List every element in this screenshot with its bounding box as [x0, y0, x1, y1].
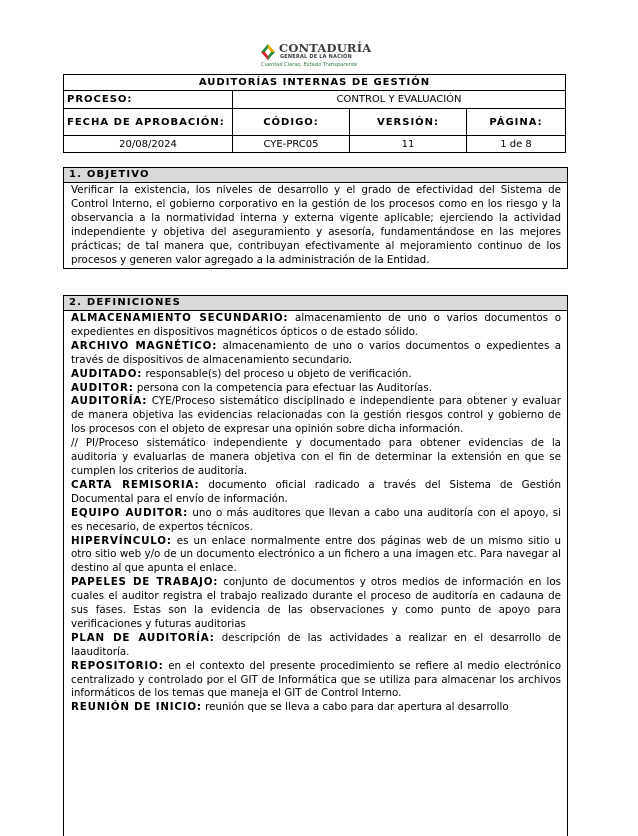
definition-item	[71, 701, 561, 715]
definition-text: documento oficial radicado a través del Sistema de Gestión Documental para el envío de información.	[71, 478, 561, 505]
fecha-aprobacion-value: 20/08/2024	[64, 136, 233, 153]
definition-text: almacenamiento de uno o varios documentos o expedientes a través de dispositivos de almacenamiento secundario.	[71, 339, 561, 366]
definition-term: AUDITOR:	[71, 381, 134, 394]
definition-term: REUNIÓN DE INICIO:	[71, 701, 202, 714]
proceso-label: PROCESO:	[64, 91, 233, 109]
definition-term: REPOSITORIO:	[71, 659, 164, 672]
definition-item	[71, 437, 561, 479]
definition-text: responsable(s) del proceso u objeto de verificación.	[142, 367, 412, 380]
definition-text: uno o más auditores que llevan a cabo una auditoría con el apoyo, si es necesario, de expertos técnicos.	[71, 506, 561, 533]
document-title: AUDITORÍAS INTERNAS DE GESTIÓN	[64, 75, 566, 91]
definition-term: AUDITADO:	[71, 367, 143, 380]
definition-item	[71, 395, 561, 437]
fecha-aprobacion-label: FECHA DE APROBACIÓN:	[64, 109, 233, 136]
objetivo-heading: 1. OBJETIVO	[64, 168, 567, 183]
definition-item	[71, 507, 561, 535]
definition-item	[71, 312, 561, 340]
definiciones-section	[63, 295, 568, 836]
logo-leaf-icon	[259, 43, 277, 61]
definition-item	[71, 368, 561, 382]
pagina-label: PÁGINA:	[467, 109, 566, 136]
version-label: VERSIÓN:	[350, 109, 467, 136]
contaduria-logo	[259, 41, 372, 71]
version-value: 11	[350, 136, 467, 153]
definition-term: PLAN DE AUDITORÍA:	[71, 631, 215, 644]
definiciones-heading: 2. DEFINICIONES	[64, 296, 567, 311]
definition-text: es un enlace normalmente entre dos páginas web de un mismo sitio u otro sitio web y/o de un documento electrónico a un fichero a una imagen etc. Para navegar al destino al que apunta el enlace.	[71, 534, 561, 575]
definition-item	[71, 576, 561, 632]
definition-text: conjunto de documentos y otros medios de información en los cuales el auditor registra el trabajo realizado durante el proceso de auditoría en cadauna de sus fases. Estas son la evidencia de las observaciones y como punto de apoyo para verificaciones y futuras auditorias	[71, 576, 561, 630]
definition-item	[71, 382, 561, 396]
definition-term: EQUIPO AUDITOR:	[71, 506, 189, 519]
definition-item	[71, 660, 561, 702]
definition-term: ALMACENAMIENTO SECUNDARIO:	[71, 312, 289, 324]
definition-item	[71, 340, 561, 368]
proceso-value: CONTROL Y EVALUACIÓN	[233, 91, 566, 109]
definition-term: CARTA REMISORIA:	[71, 478, 200, 491]
document-header-table	[63, 74, 566, 153]
definition-text: reunión que se lleva a cabo para dar apertura al desarrollo	[201, 701, 509, 714]
definition-item	[71, 535, 561, 577]
definition-text: en el contexto del presente procedimiento se refiere al medio electrónico centralizado y controlado por el GIT de Informática que se utiliza para almacenar los archivos informáticos de los temas que maneja el GIT de Control Interno.	[71, 659, 561, 700]
definition-text: // PI/Proceso sistemático independiente y documentado para obtener evidencias de la auditoria y evaluarlas de manera objetiva con el fin de determinar la extensión en que se cumplen los criterios de auditoría.	[71, 437, 561, 477]
logo-slogan: Cuentas Claras, Estado Transparente	[261, 62, 358, 68]
logo-name: CONTADURÍA	[279, 41, 372, 55]
definition-term: AUDITORÍA:	[71, 395, 148, 408]
definition-item	[71, 632, 561, 660]
definition-term: PAPELES DE TRABAJO:	[71, 576, 219, 589]
definition-item	[71, 479, 561, 507]
pagina-value: 1 de 8	[467, 136, 566, 153]
codigo-value: CYE-PRC05	[233, 136, 350, 153]
objetivo-text: Verificar la existencia, los niveles de desarrollo y el grado de efectividad del Sistema de Control Interno, el gobierno corporativo en la gestión de los procesos como en los riesgo y la observancia a la normatividad interna y externa vigente aplicable; ejerciendo la actividad independiente y objetiva del aseguramiento y asesoría, fundamentándose en las mejores prácticas; de tal manera que, contribuyan efectivamente al mejoramiento continuo de los procesos y generen valor agregado a la administración de la Entidad.	[71, 184, 561, 266]
objetivo-section	[63, 167, 568, 269]
logo-subtitle: GENERAL DE LA NACIÓN	[280, 54, 352, 60]
definition-text: almacenamiento de uno o varios documentos o expedientes en dispositivos magnéticos ópticos o de estado sólido.	[71, 312, 561, 338]
codigo-label: CÓDIGO:	[233, 109, 350, 136]
definition-term: HIPERVÍNCULO:	[71, 534, 172, 547]
definiciones-list	[64, 311, 567, 716]
definition-text: descripción de las actividades a realizar en el desarrollo de laauditoría.	[71, 631, 561, 658]
definition-text: persona con la competencia para efectuar las Auditorías.	[133, 381, 432, 394]
definition-term: ARCHIVO MAGNÉTICO:	[71, 339, 218, 352]
definition-text: CYE/Proceso sistemático disciplinado e independiente para obtener y evaluar de manera objetiva las evidencias relacionadas con la gestión riesgos control y gobierno de los procesos con el objeto de expresar una opinión sobre dicha información.	[71, 395, 561, 436]
